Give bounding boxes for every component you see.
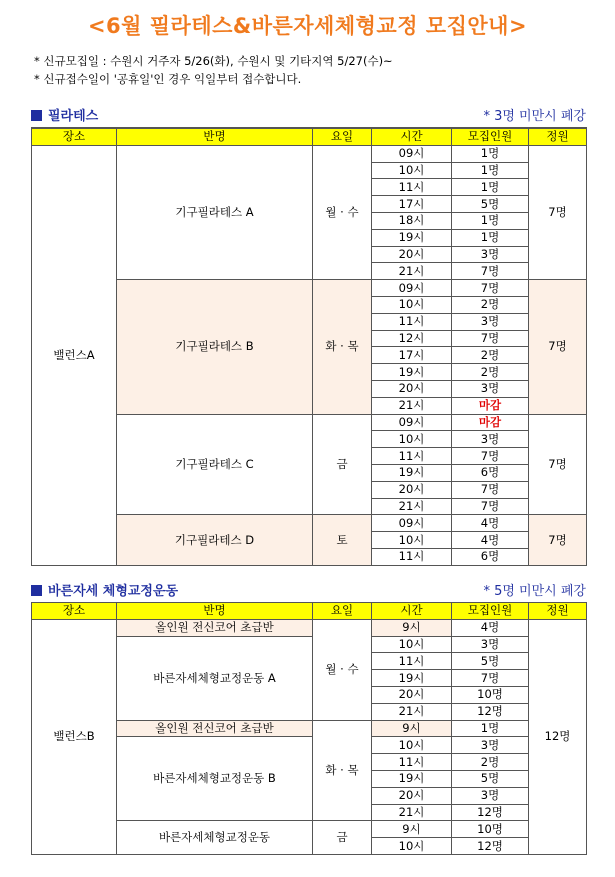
count-cell: 5명	[452, 196, 529, 213]
time-cell: 19시	[372, 670, 452, 687]
count-cell: 3명	[452, 246, 529, 263]
section1-condition: * 3명 미만시 폐강	[483, 109, 586, 124]
section2-condition: * 5명 미만시 폐강	[483, 584, 586, 599]
col-day: 요일	[313, 603, 372, 620]
count-cell: 1명	[452, 162, 529, 179]
square-bullet-icon	[31, 110, 42, 121]
section2-header	[31, 580, 586, 602]
col-place: 장소	[32, 128, 117, 145]
count-cell: 4명	[452, 515, 529, 532]
class-name-cell: 기구필라테스 D	[117, 515, 313, 565]
count-cell: 3명	[452, 737, 529, 754]
count-cell: 2명	[452, 754, 529, 771]
time-cell: 09시	[372, 414, 452, 431]
time-cell: 20시	[372, 481, 452, 498]
capacity-cell: 7명	[529, 515, 587, 565]
section2-title: 바른자세 체형교정운동	[48, 584, 179, 599]
count-cell: 5명	[452, 770, 529, 787]
time-cell: 10시	[372, 737, 452, 754]
count-cell: 12명	[452, 838, 529, 855]
place-cell: 밸런스B	[32, 619, 117, 854]
count-cell: 1명	[452, 179, 529, 196]
count-cell: 2명	[452, 364, 529, 381]
class-name-cell: 기구필라테스 A	[117, 145, 313, 279]
col-class: 반명	[117, 603, 313, 620]
count-cell: 10명	[452, 686, 529, 703]
count-cell: 12명	[452, 703, 529, 720]
class-name-cell: 기구필라테스 C	[117, 414, 313, 515]
count-cell: 3명	[452, 313, 529, 330]
count-cell: 마감	[452, 397, 529, 414]
count-cell: 2명	[452, 296, 529, 313]
time-cell: 20시	[372, 380, 452, 397]
count-cell: 7명	[452, 498, 529, 515]
section1-title: 필라테스	[48, 109, 99, 124]
day-cell: 금	[313, 821, 372, 855]
time-cell: 19시	[372, 770, 452, 787]
count-cell: 1명	[452, 720, 529, 737]
time-cell: 21시	[372, 804, 452, 821]
class-name-cell: 올인원 전신코어 초급반	[117, 619, 313, 636]
day-cell: 금	[313, 414, 372, 515]
table-header-row	[32, 128, 587, 145]
time-cell: 20시	[372, 686, 452, 703]
time-cell: 19시	[372, 464, 452, 481]
time-cell: 9시	[372, 720, 452, 737]
count-cell: 1명	[452, 212, 529, 229]
day-cell: 토	[313, 515, 372, 565]
time-cell: 11시	[372, 653, 452, 670]
time-cell: 10시	[372, 431, 452, 448]
col-class: 반명	[117, 128, 313, 145]
col-place: 장소	[32, 603, 117, 620]
time-cell: 10시	[372, 532, 452, 549]
col-count: 모집인원	[452, 603, 529, 620]
count-cell: 7명	[452, 330, 529, 347]
posture-schedule-table	[31, 602, 587, 855]
count-cell: 1명	[452, 145, 529, 162]
place-cell: 밸런스A	[32, 145, 117, 565]
count-cell: 6명	[452, 548, 529, 565]
time-cell: 21시	[372, 397, 452, 414]
col-time: 시간	[372, 603, 452, 620]
col-time: 시간	[372, 128, 452, 145]
time-cell: 17시	[372, 196, 452, 213]
table-header-row	[32, 603, 587, 620]
count-cell: 10명	[452, 821, 529, 838]
time-cell: 10시	[372, 838, 452, 855]
count-cell: 6명	[452, 464, 529, 481]
time-cell: 18시	[372, 212, 452, 229]
time-cell: 11시	[372, 448, 452, 465]
count-cell: 7명	[452, 481, 529, 498]
time-cell: 20시	[372, 787, 452, 804]
pilates-schedule-table	[31, 127, 587, 566]
day-cell: 월 · 수	[313, 145, 372, 279]
count-cell: 12명	[452, 804, 529, 821]
class-name-cell: 기구필라테스 B	[117, 280, 313, 414]
day-cell: 화 · 목	[313, 720, 372, 821]
count-cell: 7명	[452, 263, 529, 280]
time-cell: 19시	[372, 364, 452, 381]
count-cell: 7명	[452, 280, 529, 297]
time-cell: 9시	[372, 821, 452, 838]
time-cell: 21시	[372, 263, 452, 280]
count-cell: 4명	[452, 619, 529, 636]
class-name-cell: 바른자세체형교정운동	[117, 821, 313, 855]
col-cap: 정원	[529, 603, 587, 620]
time-cell: 12시	[372, 330, 452, 347]
notice-item: * 신규접수일이 '공휴일'인 경우 익일부터 접수합니다.	[34, 72, 302, 86]
count-cell: 4명	[452, 532, 529, 549]
day-cell: 월 · 수	[313, 619, 372, 720]
count-cell: 5명	[452, 653, 529, 670]
page-title: <6월 필라테스&바른자세체형교정 모집안내>	[87, 14, 528, 38]
count-cell: 2명	[452, 347, 529, 364]
count-cell: 3명	[452, 787, 529, 804]
notice-list	[34, 52, 393, 88]
time-cell: 11시	[372, 548, 452, 565]
capacity-cell: 7명	[529, 414, 587, 515]
time-cell: 09시	[372, 145, 452, 162]
time-cell: 9시	[372, 619, 452, 636]
time-cell: 10시	[372, 162, 452, 179]
time-cell: 19시	[372, 229, 452, 246]
count-cell: 7명	[452, 670, 529, 687]
count-cell: 3명	[452, 380, 529, 397]
square-bullet-icon	[31, 585, 42, 596]
time-cell: 11시	[372, 179, 452, 196]
time-cell: 21시	[372, 703, 452, 720]
capacity-cell: 7명	[529, 145, 587, 279]
table-row	[32, 619, 587, 636]
time-cell: 09시	[372, 515, 452, 532]
count-cell: 3명	[452, 636, 529, 653]
col-cap: 정원	[529, 128, 587, 145]
time-cell: 17시	[372, 347, 452, 364]
time-cell: 20시	[372, 246, 452, 263]
capacity-cell: 12명	[529, 619, 587, 854]
class-name-cell: 올인원 전신코어 초급반	[117, 720, 313, 737]
count-cell: 3명	[452, 431, 529, 448]
time-cell: 10시	[372, 296, 452, 313]
col-count: 모집인원	[452, 128, 529, 145]
class-name-cell: 바른자세체형교정운동 A	[117, 636, 313, 720]
table-row	[32, 145, 587, 162]
count-cell: 마감	[452, 414, 529, 431]
col-day: 요일	[313, 128, 372, 145]
day-cell: 화 · 목	[313, 280, 372, 414]
notice-item: * 신규모집일 : 수원시 거주자 5/26(화), 수원시 및 기타지역 5/27(수)~	[34, 54, 393, 68]
time-cell: 21시	[372, 498, 452, 515]
time-cell: 09시	[372, 280, 452, 297]
count-cell: 1명	[452, 229, 529, 246]
section1-header	[31, 105, 586, 127]
time-cell: 11시	[372, 313, 452, 330]
class-name-cell: 바른자세체형교정운동 B	[117, 737, 313, 821]
capacity-cell: 7명	[529, 280, 587, 414]
count-cell: 7명	[452, 448, 529, 465]
time-cell: 10시	[372, 636, 452, 653]
time-cell: 11시	[372, 754, 452, 771]
